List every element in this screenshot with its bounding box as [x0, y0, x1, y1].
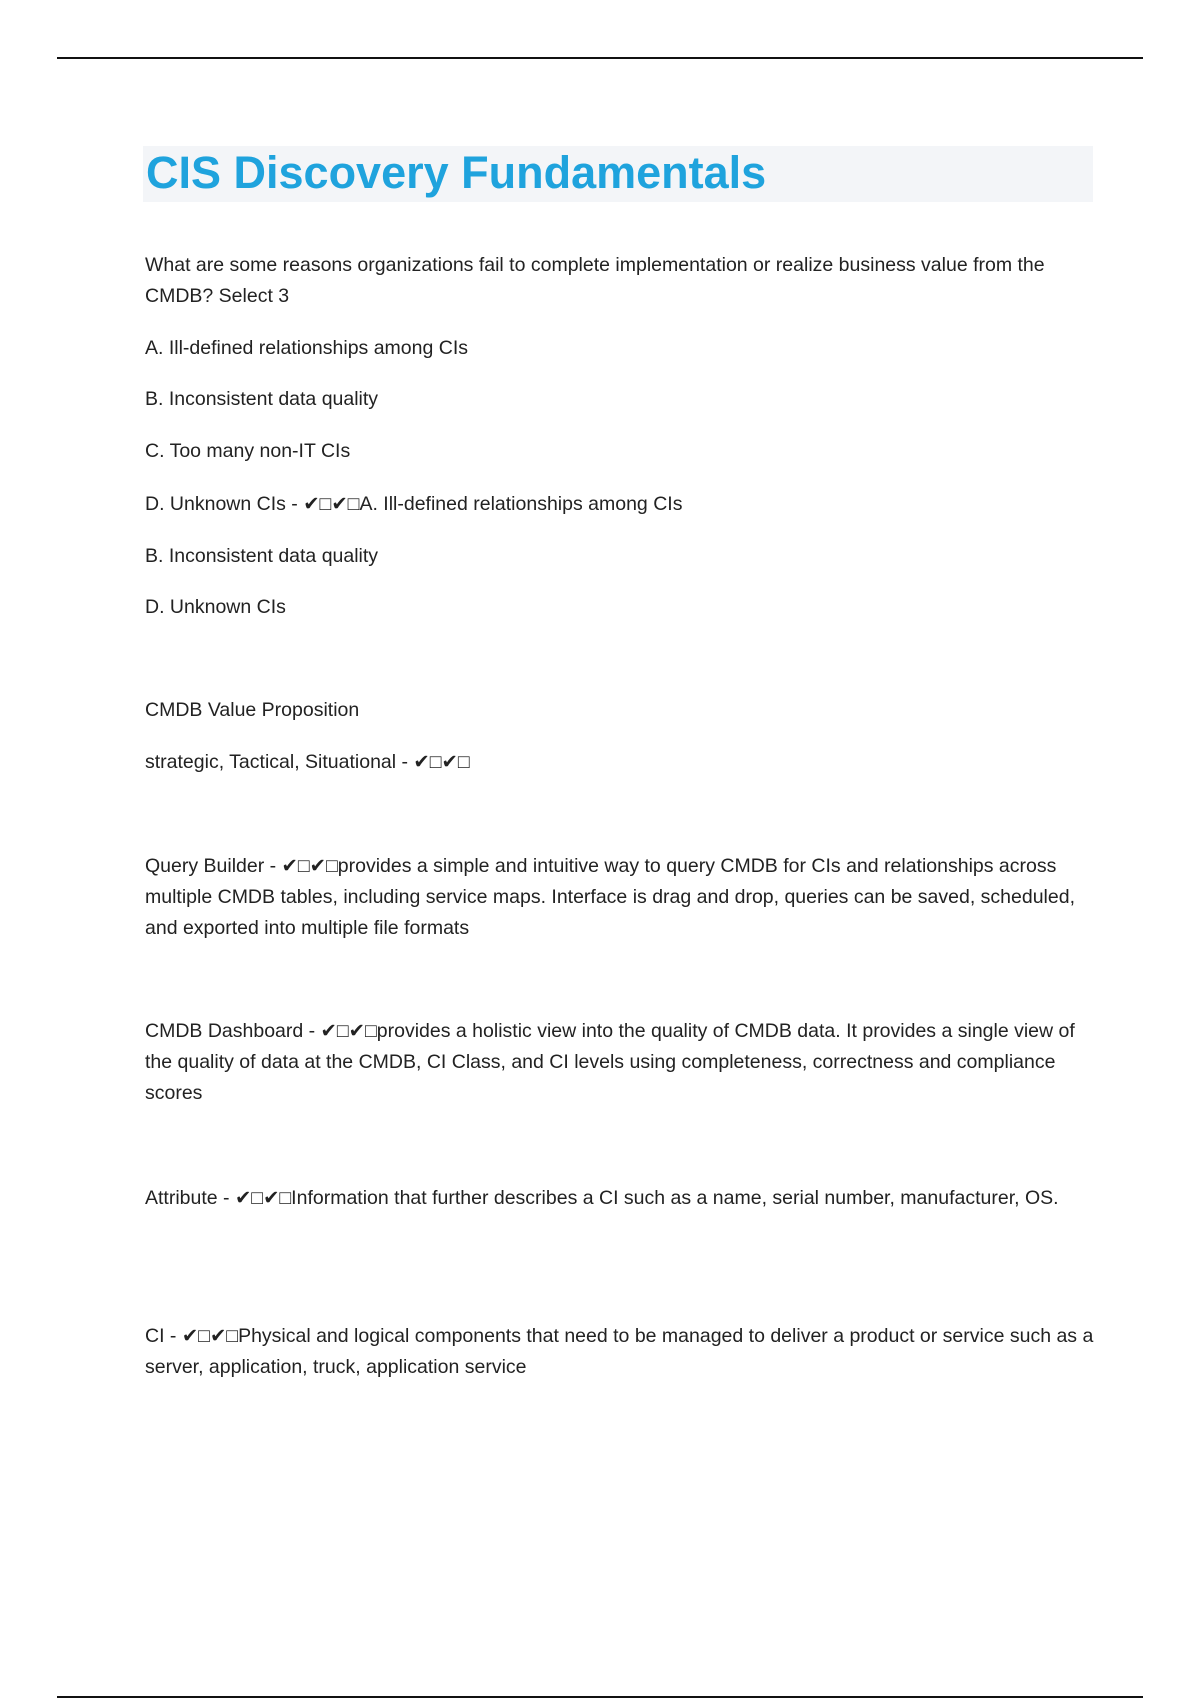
question-1-answer-b: B. Inconsistent data quality — [145, 545, 379, 567]
question-2-answer: strategic, Tactical, Situational - ✔□✔□ — [145, 751, 470, 773]
question-4-text: CMDB Dashboard - ✔□✔□provides a holistic view into the quality of CMDB data. It provides a single view of the quality of data at the CMDB, CI Class, and CI levels using completeness, correctness and compliance scores — [145, 1020, 1075, 1104]
question-1-option-c: C. Too many non-IT CIs — [145, 440, 351, 462]
question-6-text: CI - ✔□✔□Physical and logical components that need to be managed to deliver a product or service such as a server, application, truck, application service — [145, 1325, 1094, 1378]
question-3-text: Query Builder - ✔□✔□provides a simple and intuitive way to query CMDB for CIs and relationships across multiple CMDB tables, including service maps. Interface is drag and drop, queries can be saved, scheduled, and exported into multiple file formats — [145, 855, 1075, 939]
question-1-option-a: A. Ill-defined relationships among CIs — [145, 337, 468, 359]
footer-rule — [57, 1696, 1143, 1698]
header-rule — [57, 57, 1143, 59]
question-1-option-d-answer: D. Unknown CIs - ✔□✔□A. Ill-defined relationships among CIs — [145, 493, 683, 515]
question-1-option-b: B. Inconsistent data quality — [145, 388, 379, 410]
question-1-text: What are some reasons organizations fail to complete implementation or realize business value from the CMDB? Select 3 — [145, 254, 1045, 307]
question-2-term: CMDB Value Proposition — [145, 699, 360, 721]
question-5-text: Attribute - ✔□✔□Information that further describes a CI such as a name, serial number, manufacturer, OS. — [145, 1187, 1059, 1209]
question-1-answer-d: D. Unknown CIs — [145, 596, 286, 618]
document-title: CIS Discovery Fundamentals — [146, 147, 767, 198]
